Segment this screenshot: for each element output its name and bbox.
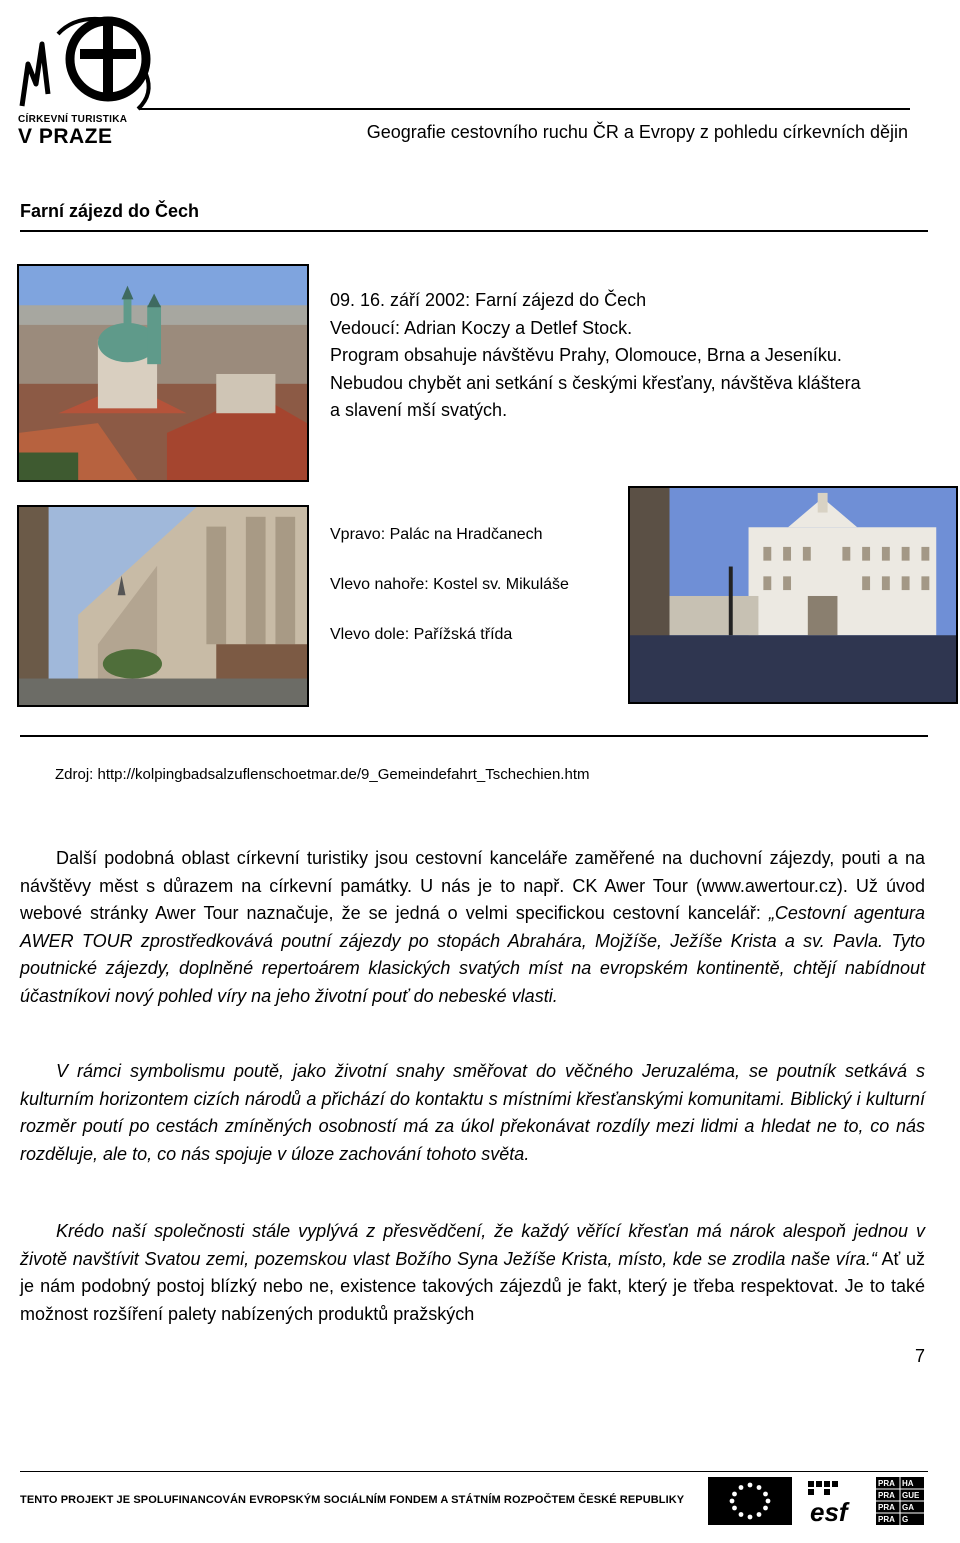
praha-cell: PRA — [878, 1479, 895, 1488]
paragraph-2-quote: V rámci symbolismu poutě, jako životní snahy směřovat do věčného Jeruzaléma, se poutník setkává s kulturním horizontem cizích národů a přichází do kontaktu s místními křesťanskými komunitami. Biblický i kulturní rozměr poutí po cestách zmíněných osobností má za úkol překonávat rozdíly mezi lidmi a hledat ne to, co nás rozděluje, ale to, co nás spojuje v úloze zachování tohoto světa. — [20, 1061, 925, 1164]
logo — [18, 14, 158, 148]
praha-cell: GUE — [902, 1491, 920, 1500]
footer-funding-text: TENTO PROJEKT JE SPOLUFINANCOVÁN EVROPSKÝM SOCIÁLNÍM FONDEM A STÁTNÍM ROZPOČTEM ČESKÉ REPUBLIKY — [20, 1494, 685, 1506]
footer-rule — [20, 1471, 928, 1472]
praha-cell: GA — [902, 1503, 914, 1512]
header-title: Geografie cestovního ruchu ČR a Evropy z pohledu církevních dějin — [366, 122, 908, 142]
photo-st-nicholas-church — [17, 264, 309, 482]
intro-line: Nebudou chybět ani setkání s českými křesťany, návštěva kláštera — [330, 372, 861, 393]
intro-line: Program obsahuje návštěvu Prahy, Olomouce, Brna a Jeseníku. — [330, 345, 842, 365]
photo-parizska-street — [17, 505, 309, 707]
paragraph-1-quote: „Cestovní agentura AWER TOUR zprostředkovává poutní zájezdy po stopách Abrahára, Mojžíše, Ježíše Krista a sv. Pavla. Tyto poutnické zájezdy, doplněné repertoárem klasických svatých míst na evropském kontinentě, chtějí nabídnout účastníkovi nový pohled víry na jeho životní pouť do nebeské vlasti. — [20, 903, 925, 1006]
caption-left-bottom: Vlevo dole: Pařížská třída — [330, 626, 513, 643]
paragraph-3 — [20, 1218, 925, 1328]
source-citation: Zdroj: http://kolpingbadsalzuflenschoetmar.de/9_Gemeindefahrt_Tschechien.htm — [55, 766, 590, 783]
intro-block — [330, 287, 861, 425]
praha-cell: G — [902, 1515, 909, 1524]
eu-flag-icon — [708, 1477, 792, 1525]
section-title: Farní zájezd do Čech — [20, 201, 200, 221]
paragraph-1-text: Další podobná oblast církevní turistiky jsou cestovní kanceláře zaměřené na duchovní zájezdy, pouti a na návštěvy měst s důrazem na církevní památky. U nás je to např. CK Awer Tour (www.awertour.cz). Už úvod webové stránky Awer Tour naznačuje, že se jedná o velmi specifickou cestovní kancelář: — [20, 848, 925, 924]
caption-right: Vpravo: Palác na Hradčanech — [330, 526, 543, 543]
section-rule — [20, 230, 928, 232]
logo-org-small: CÍRKEVNÍ TURISTIKA — [18, 114, 128, 125]
photo-archbishop-palace — [628, 486, 958, 704]
paragraph-3-quote: Krédo naší společnosti stále vyplývá z přesvědčení, že každý věřící křesťan má nárok alespoň jednou v životě navštívit Svatou zemi, pozemskou vlast Božího Syna Ježíše Krista, místo, kde se zrodila naše víra.“ — [20, 1221, 925, 1269]
source-rule — [20, 735, 928, 737]
praha-cell: PRA — [878, 1515, 895, 1524]
praha-cell: HA — [902, 1479, 914, 1488]
header-rule — [140, 108, 910, 110]
intro-line: a slavení mší svatých. — [330, 400, 508, 420]
caption-left-top: Vlevo nahoře: Kostel sv. Mikuláše — [330, 576, 569, 593]
praha-logo — [876, 1477, 924, 1525]
paragraph-3-text: Ať už je nám podobný postoj blízký nebo ne, existence takových zájezdů je fakt, který je třeba respektovat. Je to také možnost rozšíření palety nabízených produktů pražských — [20, 1248, 925, 1324]
praha-cell: PRA — [878, 1503, 895, 1512]
page-number: 7 — [914, 1346, 925, 1366]
esf-logo-text: esf — [810, 1497, 848, 1525]
photo-captions — [330, 510, 569, 660]
intro-line: 09. 16. září 2002: Farní zájezd do Čech — [330, 290, 647, 310]
intro-line: Vedoucí: Adrian Koczy a Detlef Stock. — [330, 317, 633, 338]
praha-cell: PRA — [878, 1491, 895, 1500]
logo-org-big: V PRAZE — [18, 125, 113, 148]
logo-emblem-icon — [18, 14, 158, 114]
paragraph-1 — [20, 845, 925, 1011]
paragraph-2 — [20, 1058, 925, 1168]
esf-logo — [806, 1477, 866, 1525]
